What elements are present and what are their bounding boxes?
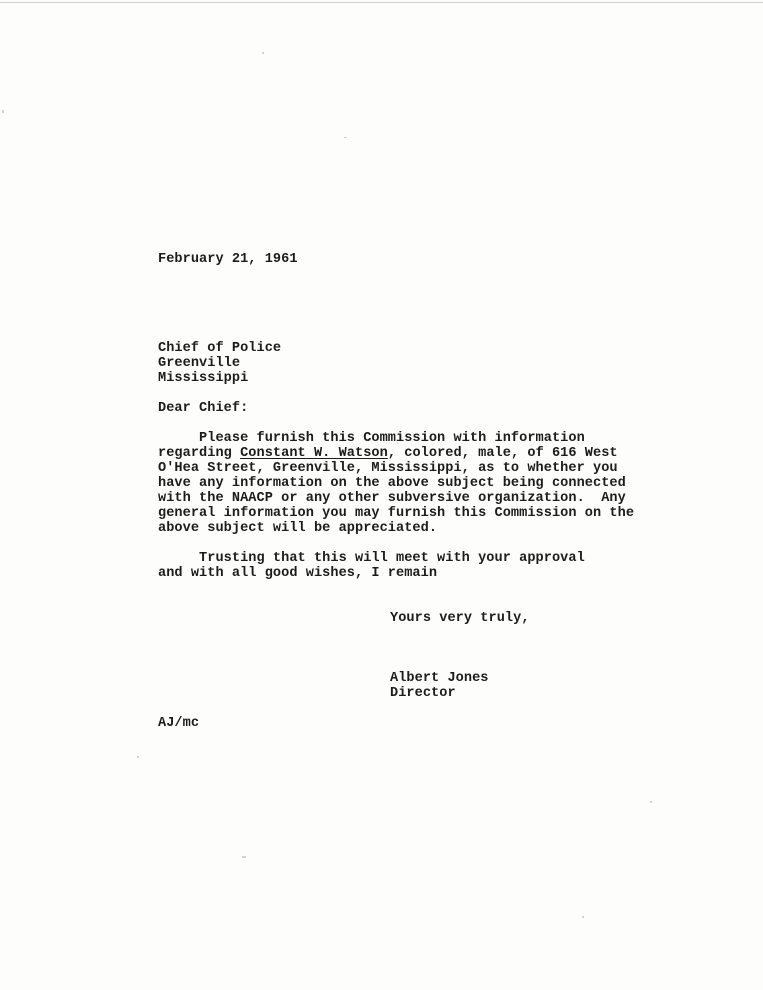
body-p2-line-2: and with all good wishes, I remain — [158, 566, 438, 581]
scan-speck — [344, 137, 347, 138]
body-p2-line-1: Trusting that this will meet with your approval — [158, 551, 585, 566]
scan-speck — [2, 110, 4, 113]
scan-speck — [262, 52, 264, 54]
body-p1-line-3: O'Hea Street, Greenville, Mississippi, as to whether you — [158, 461, 618, 476]
body-p1-line-2-pre: regarding — [158, 446, 241, 461]
signer-title: Director — [390, 686, 456, 701]
body-p1-line-5: with the NAACP or any other subversive organization. Any — [158, 491, 626, 506]
scan-speck — [137, 756, 139, 758]
body-p1-line-7: above subject will be appreciated. — [158, 521, 438, 536]
scan-speck — [242, 856, 246, 858]
letter-date: February 21, 1961 — [158, 252, 298, 267]
body-p1-line-2-post: , colored, male, of 616 West — [387, 446, 618, 461]
body-p1-line-6: general information you may furnish this Commission on the — [158, 506, 635, 521]
subject-name: Constant W. Watson — [240, 446, 388, 461]
salutation: Dear Chief: — [158, 401, 249, 416]
recipient-line-2: Greenville — [158, 356, 241, 371]
recipient-line-3: Mississippi — [158, 371, 249, 386]
recipient-line-1: Chief of Police — [158, 341, 282, 356]
closing: Yours very truly, — [390, 611, 530, 626]
scan-speck — [582, 916, 584, 918]
body-p1-line-1: Please furnish this Commission with information — [158, 431, 585, 446]
body-p1-line-2 — [158, 446, 618, 461]
scan-edge-line — [0, 2, 763, 3]
signer-name: Albert Jones — [390, 671, 489, 686]
scan-speck — [650, 801, 652, 803]
body-p1-line-4: have any information on the above subject being connected — [158, 476, 626, 491]
typist-initials: AJ/mc — [158, 716, 200, 731]
